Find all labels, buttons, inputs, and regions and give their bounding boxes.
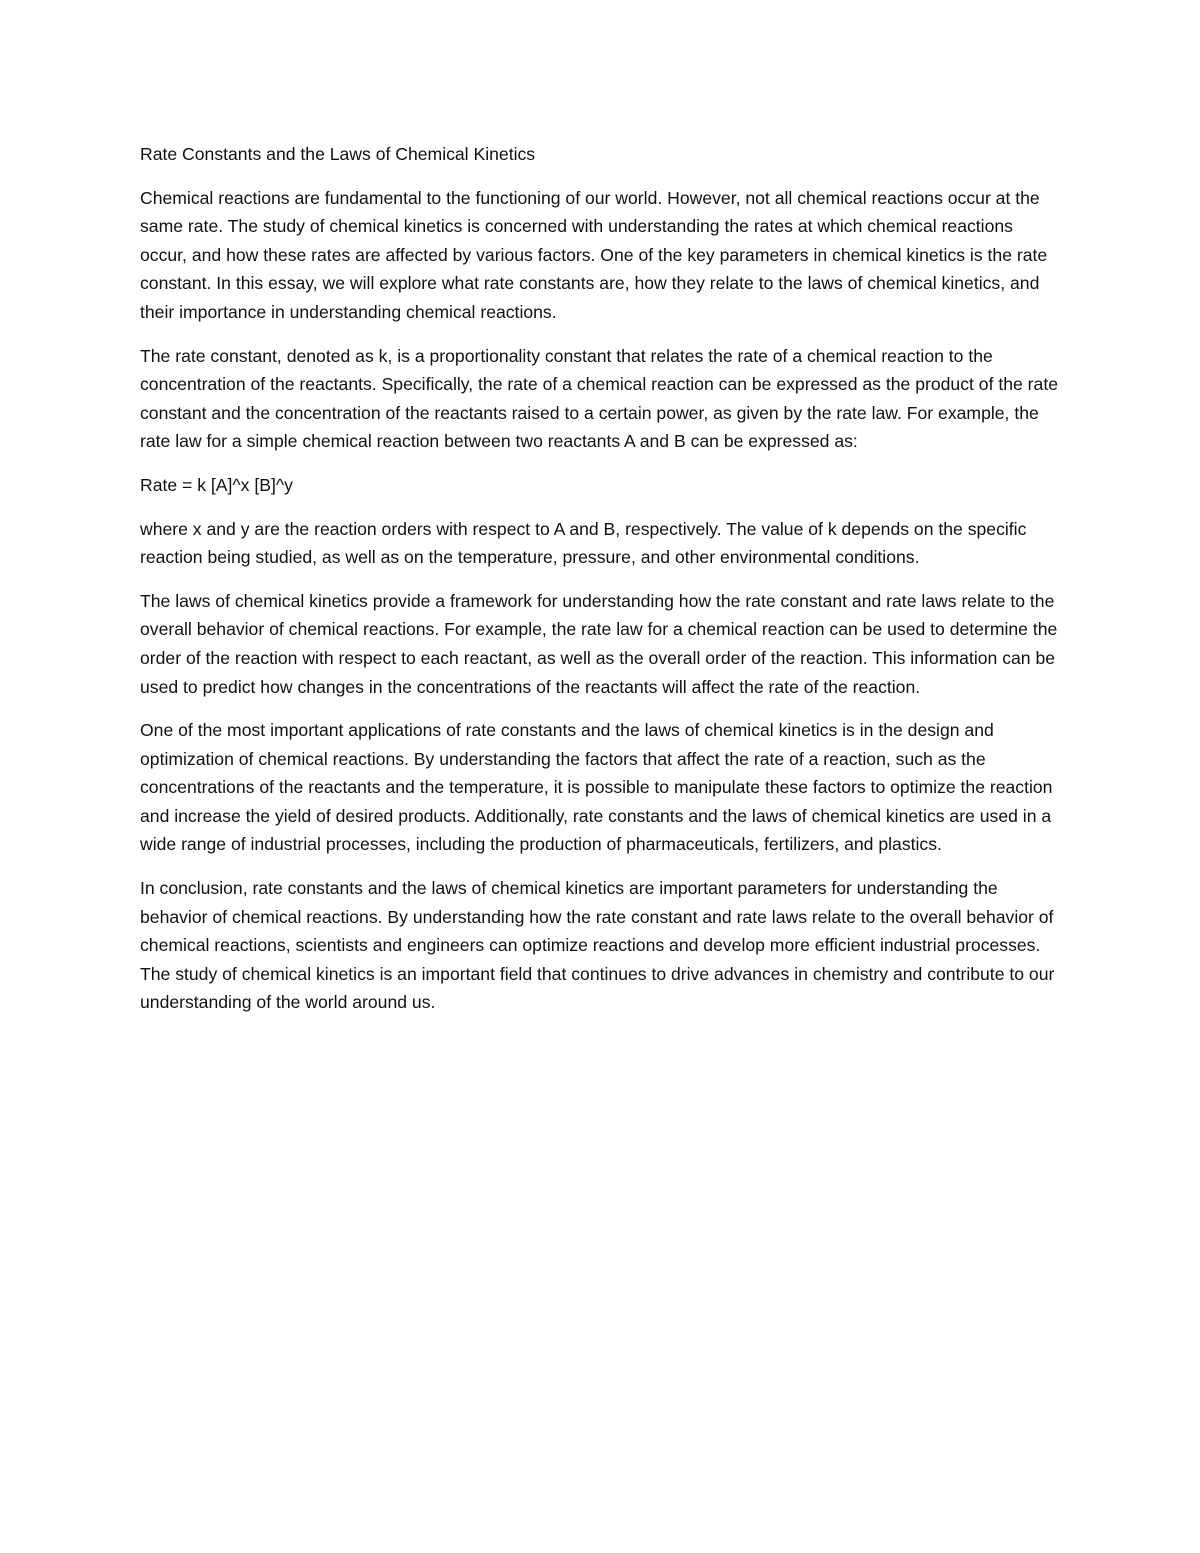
paragraph-applications: One of the most important applications of rate constants and the laws of chemical kinetics is in the design and optimization of chemical reactions. By understanding the factors that affect the rate of a reaction, such as the concentrations of the reactants and the temperature, it is possible to manipulate these factors to optimize the reaction and increase the yield of desired products. Additionally, rate constants and the laws of chemical kinetics are used in a wide range of industrial processes, including the production of pharmaceuticals, fertilizers, and plastics.	[140, 720, 1053, 855]
document-body	[140, 140, 1060, 1032]
paragraph-intro: Chemical reactions are fundamental to the functioning of our world. However, not all chemical reactions occur at the same rate. The study of chemical kinetics is concerned with understanding the rates at which chemical reactions occur, and how these rates are affected by various factors. One of the key parameters in chemical kinetics is the rate constant. In this essay, we will explore what rate constants are, how they relate to the laws of chemical kinetics, and their importance in understanding chemical reactions.	[140, 187, 1048, 322]
document-title: Rate Constants and the Laws of Chemical Kinetics	[140, 144, 536, 164]
paragraph-rate-constant: The rate constant, denoted as k, is a proportionality constant that relates the rate of a chemical reaction to the concentration of the reactants. Specifically, the rate of a chemical reaction can be expressed as the product of the rate constant and the concentration of the reactants raised to a certain power, as given by the rate law. For example, the rate law for a simple chemical reaction between two reactants A and B can be expressed as:	[140, 345, 1059, 452]
paragraph-reaction-orders: where x and y are the reaction orders with respect to A and B, respectively. The value of k depends on the specific reaction being studied, as well as on the temperature, pressure, and other environmental conditions.	[140, 518, 1027, 568]
paragraph-laws-of-kinetics: The laws of chemical kinetics provide a framework for understanding how the rate constant and rate laws relate to the overall behavior of chemical reactions. For example, the rate law for a chemical reaction can be used to determine the order of the reaction with respect to each reactant, as well as the overall order of the reaction. This information can be used to predict how changes in the concentrations of the reactants will affect the rate of the reaction.	[140, 590, 1058, 697]
rate-law-equation: Rate = k [A]^x [B]^y	[140, 474, 293, 495]
paragraph-conclusion: In conclusion, rate constants and the laws of chemical kinetics are important parameters for understanding the behavior of chemical reactions. By understanding how the rate constant and rate laws relate to the overall behavior of chemical reactions, scientists and engineers can optimize reactions and develop more efficient industrial processes. The study of chemical kinetics is an important field that continues to drive advances in chemistry and contribute to our understanding of the world around us.	[140, 878, 1055, 1013]
